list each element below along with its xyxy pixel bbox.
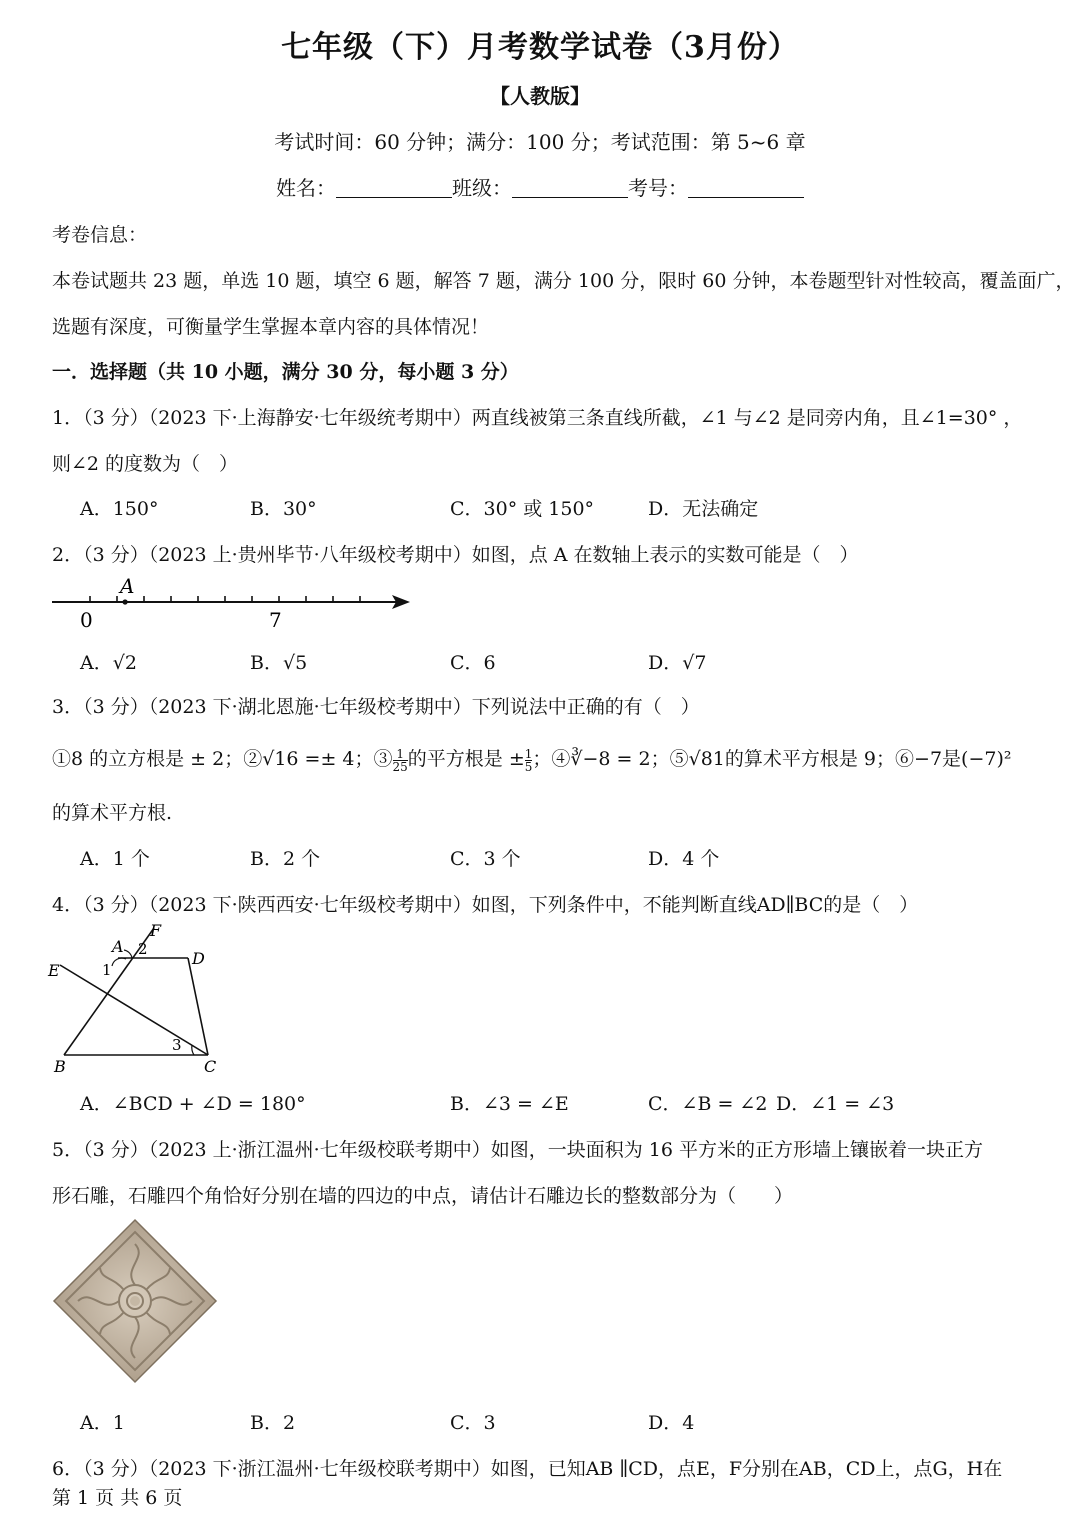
number-line-figure — [44, 572, 424, 636]
q1-line1: 1．（3 分）（2023 下·上海静安·七年级统考期中）两直线被第三条直线所截，∠1 与∠2 是同旁内角，且∠1=30° ， — [52, 407, 1023, 429]
q1-line2: 则∠2 的度数为（ ） — [52, 453, 239, 475]
student-fields — [0, 172, 1080, 201]
q4-option-d: D．∠1 = ∠3 — [776, 1093, 895, 1115]
q4-option-a: A．∠BCD + ∠D = 180° — [80, 1093, 306, 1115]
label-angle-1: 1 — [102, 961, 112, 979]
q2-option-b: B．√5 — [250, 652, 308, 674]
point-a-dot — [123, 599, 128, 604]
carving-center — [130, 1296, 140, 1306]
angle-1-arc — [112, 958, 126, 966]
q4-option-c: C．∠B = ∠2 — [648, 1093, 768, 1115]
exam-meta: 考试时间：60 分钟；满分：100 分；考试范围：第 5~6 章 — [274, 130, 806, 154]
q6-line1: 6．（3 分）（2023 下·浙江温州·七年级校联考期中）如图，已知AB ∥CD，点E，F分别在AB，CD上，点G，H在 — [52, 1458, 1003, 1480]
frac-num: 1 — [396, 746, 404, 761]
q2-option-c: C．6 — [450, 652, 496, 674]
edition-label: 【人教版】 — [490, 84, 590, 108]
label-c: C — [204, 1057, 217, 1076]
page-title: 七年级（下）月考数学试卷（3月份） — [281, 30, 799, 65]
fraction-1-25 — [393, 748, 408, 773]
q3-line1: 3．（3 分）（2023 下·湖北恩施·七年级校考期中）下列说法中正确的有（ ） — [52, 696, 700, 718]
id-label: 考号： — [628, 176, 688, 200]
q5-option-d: D．4 — [648, 1412, 695, 1434]
label-a: A — [112, 937, 124, 956]
axis-label-7: 7 — [269, 608, 282, 632]
angle-2-arc — [124, 950, 132, 958]
axis-label-0: 0 — [80, 608, 93, 632]
name-label: 姓名： — [276, 176, 336, 200]
stone-carving-image — [52, 1218, 218, 1384]
section-heading: 一．选择题（共 10 小题，满分 30 分，每小题 3 分） — [52, 361, 519, 383]
label-angle-2: 2 — [138, 940, 148, 958]
q5-option-a: A．1 — [80, 1412, 125, 1434]
page-footer: 第 1 页 共 6 页 — [52, 1487, 183, 1509]
q3-statement-1: ①8 的立方根是 ± 2；②√16 =± 4；③ — [52, 748, 393, 770]
line-ec — [60, 965, 208, 1055]
exam-info-line2: 选题有深度，可衡量学生掌握本章内容的具体情况！ — [52, 316, 490, 338]
q3-line3: 的算术平方根. — [52, 802, 173, 824]
q1-option-a: A．150° — [80, 498, 159, 520]
parallel-lines-figure — [44, 920, 234, 1080]
label-e: E — [48, 961, 60, 980]
q3-option-a: A．1 个 — [80, 848, 150, 870]
q3-option-b: B．2 个 — [250, 848, 321, 870]
frac-den: 5 — [524, 759, 533, 774]
frac-num: 1 — [524, 746, 533, 761]
name-blank[interactable] — [336, 177, 452, 198]
exam-info-line1: 本卷试题共 23 题，单选 10 题，填空 6 题，解答 7 题，满分 100 分，限时 60 分钟，本卷题型针对性较高，覆盖面广， — [52, 270, 1075, 292]
id-blank[interactable] — [688, 177, 804, 198]
q2-option-d: D．√7 — [648, 652, 707, 674]
q4-option-b: B．∠3 = ∠E — [450, 1093, 569, 1115]
q5-option-b: B．2 — [250, 1412, 296, 1434]
q1-option-d: D．无法确定 — [648, 498, 759, 520]
q5-line2: 形石雕，石雕四个角恰好分别在墙的四边的中点，请估计石雕边长的整数部分为（ ） — [52, 1185, 794, 1207]
q5-option-c: C．3 — [450, 1412, 496, 1434]
q1-option-b: B．30° — [250, 498, 317, 520]
q5-line1: 5．（3 分）（2023 上·浙江温州·七年级校联考期中）如图，一块面积为 16 平方米的正方形墙上镶嵌着一块正方 — [52, 1139, 983, 1161]
frac-den: 25 — [392, 759, 408, 774]
label-f: F — [150, 921, 162, 940]
q3-option-d: D．4 个 — [648, 848, 720, 870]
q3-option-c: C．3 个 — [450, 848, 521, 870]
class-blank[interactable] — [512, 177, 628, 198]
label-b: B — [54, 1057, 66, 1076]
exam-info-heading: 考卷信息： — [52, 224, 148, 246]
q4-line1: 4．（3 分）（2023 下·陕西西安·七年级校考期中）如图，下列条件中，不能判断直线AD∥BC的是（ ） — [52, 894, 919, 916]
q3-statement-2: 的平方根是 ± — [407, 748, 525, 770]
point-a-label: A — [120, 574, 135, 598]
class-label: 班级： — [452, 176, 512, 200]
q2-line1: 2．（3 分）（2023 上·贵州毕节·八年级校考期中）如图，点 A 在数轴上表示的实数可能是（ ） — [52, 544, 859, 566]
segment-dc — [188, 958, 208, 1055]
q1-option-c: C．30° 或 150° — [450, 498, 595, 520]
label-d: D — [192, 949, 205, 968]
q2-option-a: A．√2 — [80, 652, 137, 674]
q3-line2 — [52, 744, 1042, 773]
label-angle-3: 3 — [172, 1036, 182, 1054]
q3-statement-3: ；④∛−8 = 2；⑤√81的算术平方根是 9；⑥−7是(−7)² — [532, 748, 1012, 770]
